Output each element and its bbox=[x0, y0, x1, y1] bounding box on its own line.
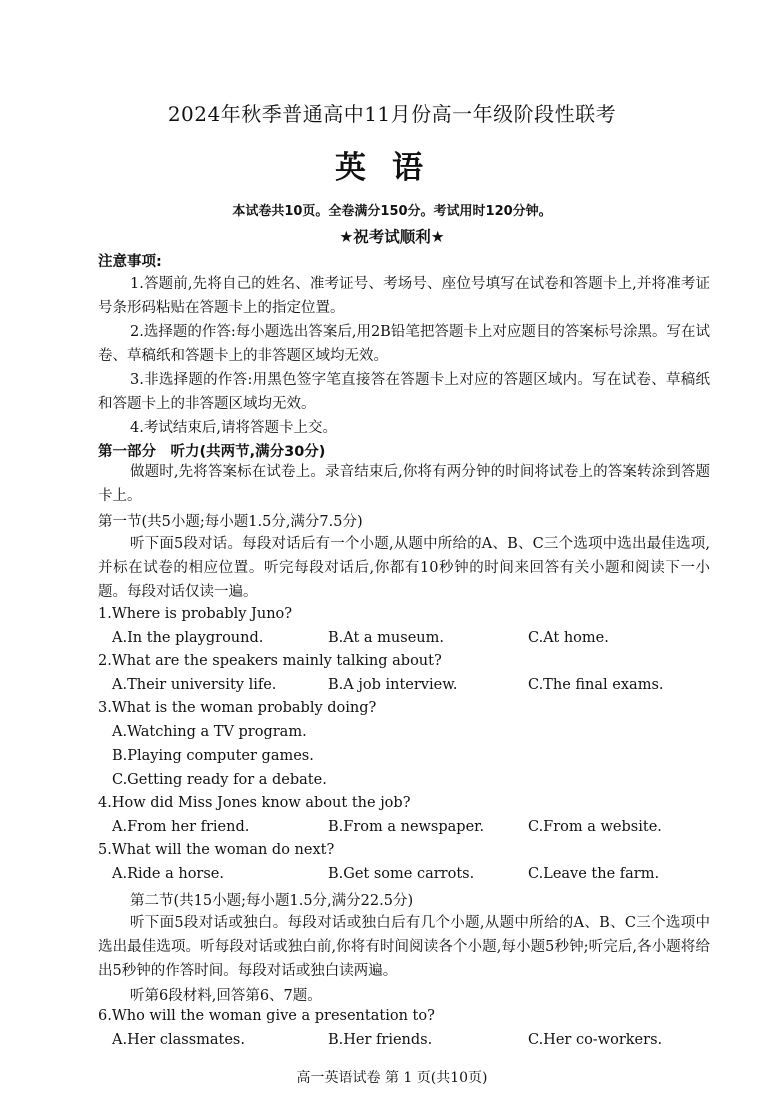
note-item-3: 3.非选择题的作答:用黑色签字笔直接答在答题卡上对应的答题区域内。写在试卷、草稿纸和答题卡上的非答题区域均无效。 bbox=[98, 372, 710, 412]
question-1-stem: 1.Where is probably Juno? bbox=[98, 606, 293, 622]
question-3-option-a[interactable]: A.Watching a TV program. bbox=[112, 724, 307, 740]
question-6-option-a[interactable]: A.Her classmates. bbox=[112, 1032, 245, 1048]
note-item-1: 1.答题前,先将自己的姓名、准考证号、考场号、座位号填写在试卷和答题卡上,并将准考证号条形码粘贴在答题卡上的指定位置。 bbox=[98, 276, 710, 316]
question-6-option-c[interactable]: C.Her co-workers. bbox=[528, 1032, 663, 1048]
question-5-option-a[interactable]: A.Ride a horse. bbox=[112, 866, 224, 882]
exam-info: 本试卷共10页。全卷满分150分。考试用时120分钟。 bbox=[232, 204, 552, 219]
notes-heading: 注意事项: bbox=[98, 254, 162, 270]
page-footer: 高一英语试卷 第 1 页(共10页) bbox=[296, 1070, 488, 1086]
subject-title: 英语 bbox=[335, 150, 449, 186]
question-4-stem: 4.How did Miss Jones know about the job? bbox=[98, 795, 411, 811]
section2-intro: 听下面5段对话或独白。每段对话或独白后有几个小题,从题中所给的A、B、C三个选项中选出最佳选项。听每段对话或独白前,你将有时间阅读各个小题,每小题5秒钟;听完后,各小题将给出5秒钟的作答时间。每段对话或独白读两遍。 bbox=[98, 915, 710, 979]
question-4-option-b[interactable]: B.From a newspaper. bbox=[328, 819, 485, 835]
question-2-stem: 2.What are the speakers mainly talking about? bbox=[98, 653, 442, 669]
question-6-stem: 6.Who will the woman give a presentation to? bbox=[98, 1008, 435, 1024]
note-item-2: 2.选择题的作答:每小题选出答案后,用2B铅笔把答题卡上对应题目的答案标号涂黑。写在试卷、草稿纸和答题卡上的非答题区域均无效。 bbox=[98, 324, 710, 364]
question-2-option-a[interactable]: A.Their university life. bbox=[112, 677, 277, 693]
material-6-instruction: 听第6段材料,回答第6、7题。 bbox=[130, 988, 322, 1004]
question-2-option-b[interactable]: B.A job interview. bbox=[328, 677, 458, 693]
question-3-stem: 3.What is the woman probably doing? bbox=[98, 700, 377, 716]
question-5-option-b[interactable]: B.Get some carrots. bbox=[328, 866, 475, 882]
question-4-option-a[interactable]: A.From her friend. bbox=[112, 819, 250, 835]
note-item-4: 4.考试结束后,请将答题卡上交。 bbox=[130, 420, 337, 436]
question-6-option-b[interactable]: B.Her friends. bbox=[328, 1032, 433, 1048]
good-luck-banner: ★祝考试顺利★ bbox=[339, 228, 445, 246]
question-3-option-b[interactable]: B.Playing computer games. bbox=[112, 748, 314, 764]
exam-title: 2024年秋季普通高中11月份高一年级阶段性联考 bbox=[167, 102, 617, 126]
question-1-option-b[interactable]: B.At a museum. bbox=[328, 630, 444, 646]
part1-heading: 第一部分 听力(共两节,满分30分) bbox=[98, 444, 326, 460]
question-4-option-c[interactable]: C.From a website. bbox=[528, 819, 662, 835]
question-5-stem: 5.What will the woman do next? bbox=[98, 842, 335, 858]
question-5-option-c[interactable]: C.Leave the farm. bbox=[528, 866, 660, 882]
question-2-option-c[interactable]: C.The final exams. bbox=[528, 677, 664, 693]
question-1-option-c[interactable]: C.At home. bbox=[528, 630, 609, 646]
question-1-option-a[interactable]: A.In the playground. bbox=[112, 630, 264, 646]
part1-intro: 做题时,先将答案标在试卷上。录音结束后,你将有两分钟的时间将试卷上的答案转涂到答题卡上。 bbox=[98, 464, 710, 504]
section1-intro: 听下面5段对话。每段对话后有一个小题,从题中所给的A、B、C三个选项中选出最佳选项,并标在试卷的相应位置。听完每段对话后,你都有10秒钟的时间来回答有关小题和阅读下一小题。每段对话仅读一遍。 bbox=[98, 536, 710, 600]
section2-heading: 第二节(共15小题;每小题1.5分,满分22.5分) bbox=[130, 893, 414, 909]
question-3-option-c[interactable]: C.Getting ready for a debate. bbox=[112, 772, 327, 788]
section1-heading: 第一节(共5小题;每小题1.5分,满分7.5分) bbox=[98, 514, 363, 530]
